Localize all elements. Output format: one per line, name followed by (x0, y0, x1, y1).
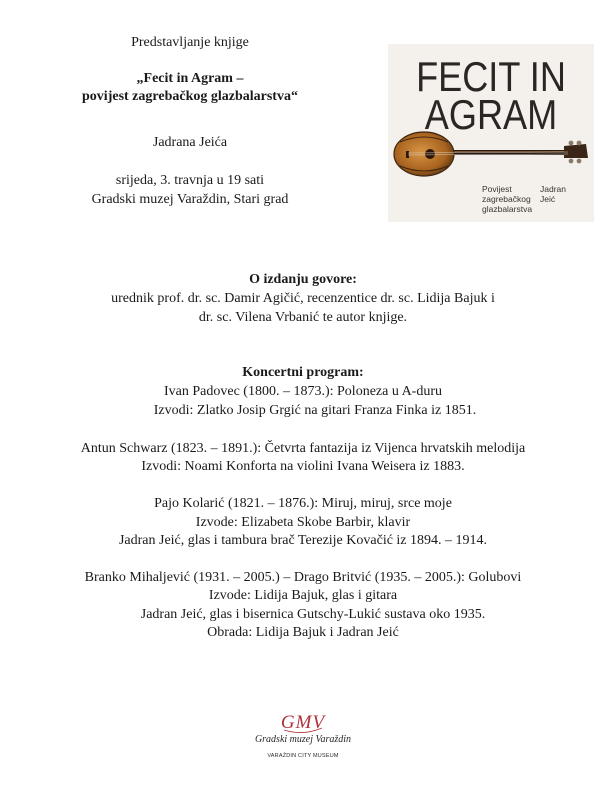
cover-subtitle-line3: glazbalarstva (482, 204, 533, 214)
museum-logo (228, 712, 378, 772)
program-item-4-line2: Izvode: Lidija Bajuk, glas i gitara (208, 588, 398, 603)
program-item-3-line2: Izvode: Elizabeta Skobe Barbir, klavir (195, 515, 411, 530)
event-date-time: srijeda, 3. travnja u 19 sati (115, 173, 265, 188)
cover-author (540, 184, 566, 204)
program-item-2-line1: Antun Schwarz (1823. – 1891.): Četvrta fantazija iz Vijenca hrvatskih melodija (80, 441, 526, 456)
logo-caption: VARAŽDIN CITY MUSEUM (267, 753, 339, 759)
program-item-4-line4: Obrada: Lidija Bajuk i Jadran Jeić (207, 625, 399, 640)
cover-title-line2: AGRAM (424, 91, 558, 138)
program-item-1-line2: Izvodi: Zlatko Josip Grgić na gitari Franza Finka iz 1851. (153, 403, 477, 418)
cover-title-line1: FECIT IN (416, 53, 566, 100)
cover-author-line2: Jeić (540, 194, 556, 204)
speakers-heading: O izdanju govore: (249, 272, 357, 287)
book-title-line2: povijest zagrebačkog glazbalarstva“ (82, 89, 298, 104)
program-item-1-line1: Ivan Padovec (1800. – 1873.): Poloneza u A-duru (164, 384, 442, 399)
speakers-line1: urednik prof. dr. sc. Damir Agičić, recenzentice dr. sc. Lidija Bajuk i (111, 291, 495, 306)
logo-monogram: GMV (280, 712, 326, 733)
cover-subtitle (482, 184, 532, 214)
speakers-line2: dr. sc. Vilena Vrbanić te autor knjige. (198, 310, 408, 325)
author-name: Jadrana Jeića (152, 135, 228, 150)
program-item-3-line3: Jadran Jeić, glas i tambura brač Terezije Kovačić iz 1894. – 1914. (118, 533, 488, 548)
cover-author-line1: Jadran (540, 184, 566, 194)
event-kind: Predstavljanje knjige (131, 35, 249, 50)
tambura-instrument-illustration (388, 124, 594, 184)
cover-subtitle-line1: Povijest (482, 184, 512, 194)
cover-subtitle-line2: zagrebačkog (482, 194, 531, 204)
program-heading: Koncertni program: (242, 365, 364, 380)
book-title-line1: „Fecit in Agram – (136, 71, 244, 86)
program-item-4-line3: Jadran Jeić, glas i bisernica Gutschy-Lukić sustava oko 1935. (140, 607, 486, 622)
event-venue: Gradski muzej Varaždin, Stari grad (91, 192, 289, 207)
program-item-4-line1: Branko Mihaljević (1931. – 2005.) – Drago Britvić (1935. – 2005.): Golubovi (84, 570, 522, 585)
logo-script-name: Gradski muzej Varaždin (254, 734, 352, 745)
book-cover-image (388, 44, 594, 222)
program-item-2-line2: Izvodi: Noami Konforta na violini Ivana Weisera iz 1883. (141, 459, 465, 474)
program-item-3-line1: Pajo Kolarić (1821. – 1876.): Miruj, miruj, srce moje (154, 496, 452, 511)
